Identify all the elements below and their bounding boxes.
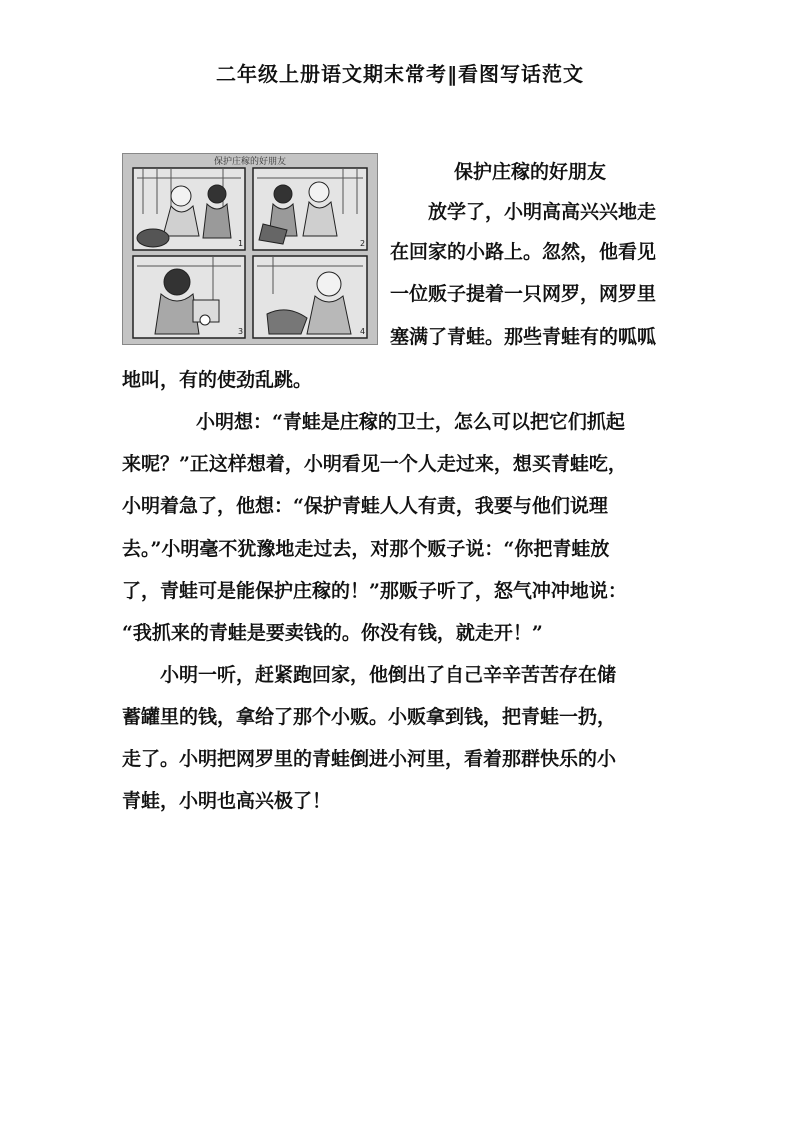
story-line-14: 走了。小明把网罗里的青蛙倒进小河里，看着那群快乐的小 [122, 748, 617, 770]
comic-panel-3 [133, 256, 245, 338]
story-line-10: 了，青蛙可是能保护庄稼的！”那贩子听了，怒气冲冲地说： [122, 580, 627, 602]
comic-panel-4 [253, 256, 367, 338]
comic-panels-drawing [123, 154, 377, 344]
story-title: 保护庄稼的好朋友 [453, 161, 606, 183]
comic-panel-2 [253, 168, 367, 250]
story-line-2: 在回家的小路上。忽然，他看见 [390, 241, 657, 263]
story-line-13: 蓄罐里的钱，拿给了那个小贩。小贩拿到钱，把青蛙一扔， [122, 706, 617, 728]
comic-illustration [122, 153, 378, 345]
story-line-8: 小明着急了，他想：“保护青蛙人人有责，我要与他们说理 [122, 495, 608, 517]
story-line-7: 来呢？”正这样想着，小明看见一个人走过来，想买青蛙吃， [122, 453, 627, 475]
page-title: 二年级上册语文期末常考‖看图写话范文 [216, 62, 584, 86]
story-line-4: 塞满了青蛙。那些青蛙有的呱呱 [390, 326, 657, 348]
panel-number-3: 3 [238, 327, 244, 336]
story-line-5: 地叫，有的使劲乱跳。 [122, 369, 313, 391]
story-line-11: “我抓来的青蛙是要卖钱的。你没有钱，就走开！” [122, 622, 543, 644]
story-line-15: 青蛙，小明也高兴极了！ [122, 790, 332, 812]
comic-panel-1 [133, 168, 245, 250]
story-line-1: 放学了，小明高高兴兴地走 [428, 201, 657, 223]
panel-number-4: 4 [360, 327, 366, 336]
illustration-caption: 保护庄稼的好朋友 [213, 157, 287, 167]
story-line-6: 小明想：“青蛙是庄稼的卫士，怎么可以把它们抓起 [196, 411, 625, 433]
panel-number-1: 1 [238, 239, 244, 248]
story-line-3: 一位贩子提着一只网罗，网罗里 [390, 283, 657, 305]
story-line-9: 去。”小明毫不犹豫地走过去，对那个贩子说：“你把青蛙放 [122, 538, 610, 560]
story-line-12: 小明一听，赶紧跑回家，他倒出了自己辛辛苦苦存在储 [160, 664, 617, 686]
panel-number-2: 2 [360, 239, 366, 248]
